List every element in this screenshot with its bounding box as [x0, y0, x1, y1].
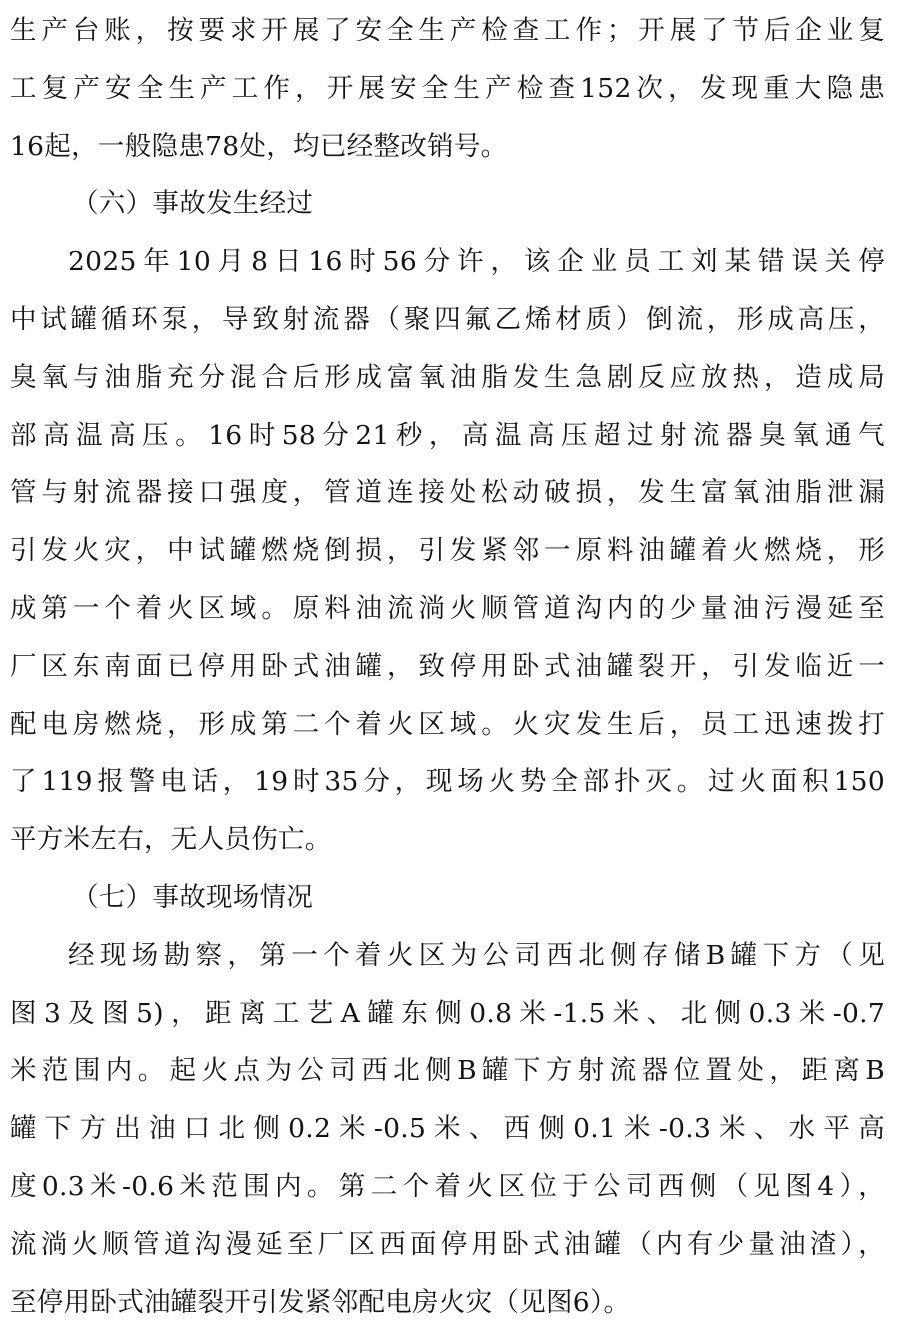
body-text-line: 平方米左右，无人员伤亡。	[10, 824, 332, 856]
body-text-line: 度0.3米-0.6米范围内。第二个着火区位于公司西侧（见图4），	[10, 1170, 885, 1202]
body-text-line: 16起，一般隐患78处，均已经整改销号。	[10, 130, 508, 162]
body-text-line: 罐下方出油口北侧0.2米-0.5米、西侧0.1米-0.3米、水平高	[10, 1113, 885, 1145]
body-text-line: 了119报警电话，19时35分，现场火势全部扑灭。过火面积150	[10, 766, 885, 798]
body-text-line: 2025年10月8日16时56分许，该企业员工刘某错误关停	[68, 246, 885, 278]
section-heading: （七）事故现场情况	[72, 881, 314, 913]
body-text-line: 部高温高压。16时58分21秒，高温高压超过射流器臭氧通气	[10, 419, 885, 451]
body-text-line: 工复产安全生产工作，开展安全生产检查152次，发现重大隐患	[10, 72, 885, 104]
body-text-line: 米范围内。起火点为公司西北侧B罐下方射流器位置处，距离B	[10, 1055, 885, 1087]
body-text-line: 臭氧与油脂充分混合后形成富氧油脂发生急剧反应放热，造成局	[10, 361, 885, 393]
body-text-line: 厂区东南面已停用卧式油罐，致停用卧式油罐裂开，引发临近一	[10, 650, 885, 682]
body-text-line: 配电房燃烧，形成第二个着火区域。火灾发生后，员工迅速拨打	[10, 708, 885, 740]
body-text-line: 管与射流器接口强度，管道连接处松动破损，发生富氧油脂泄漏	[10, 477, 885, 509]
body-text-line: 流淌火顺管道沟漫延至厂区西面停用卧式油罐（内有少量油渣），	[10, 1228, 885, 1260]
body-text-line: 成第一个着火区域。原料油流淌火顺管道沟内的少量油污漫延至	[10, 592, 885, 624]
body-text-line: 中试罐循环泵，导致射流器（聚四氟乙烯材质）倒流，形成高压，	[10, 303, 885, 335]
body-text-line: 生产台账，按要求开展了安全生产检查工作；开展了节后企业复	[10, 15, 885, 46]
body-text-line: 经现场勘察，第一个着火区为公司西北侧存储B罐下方（见	[68, 939, 885, 971]
section-heading: （六）事故发生经过	[72, 188, 314, 220]
body-text-line: 至停用卧式油罐裂开引发紧邻配电房火灾（见图6）。	[10, 1286, 631, 1318]
body-text-line: 引发火灾，中试罐燃烧倒损，引发紧邻一原料油罐着火燃烧，形	[10, 535, 885, 567]
body-text-line: 图3及图5)，距离工艺A罐东侧0.8米-1.5米、北侧0.3米-0.7	[10, 997, 885, 1029]
